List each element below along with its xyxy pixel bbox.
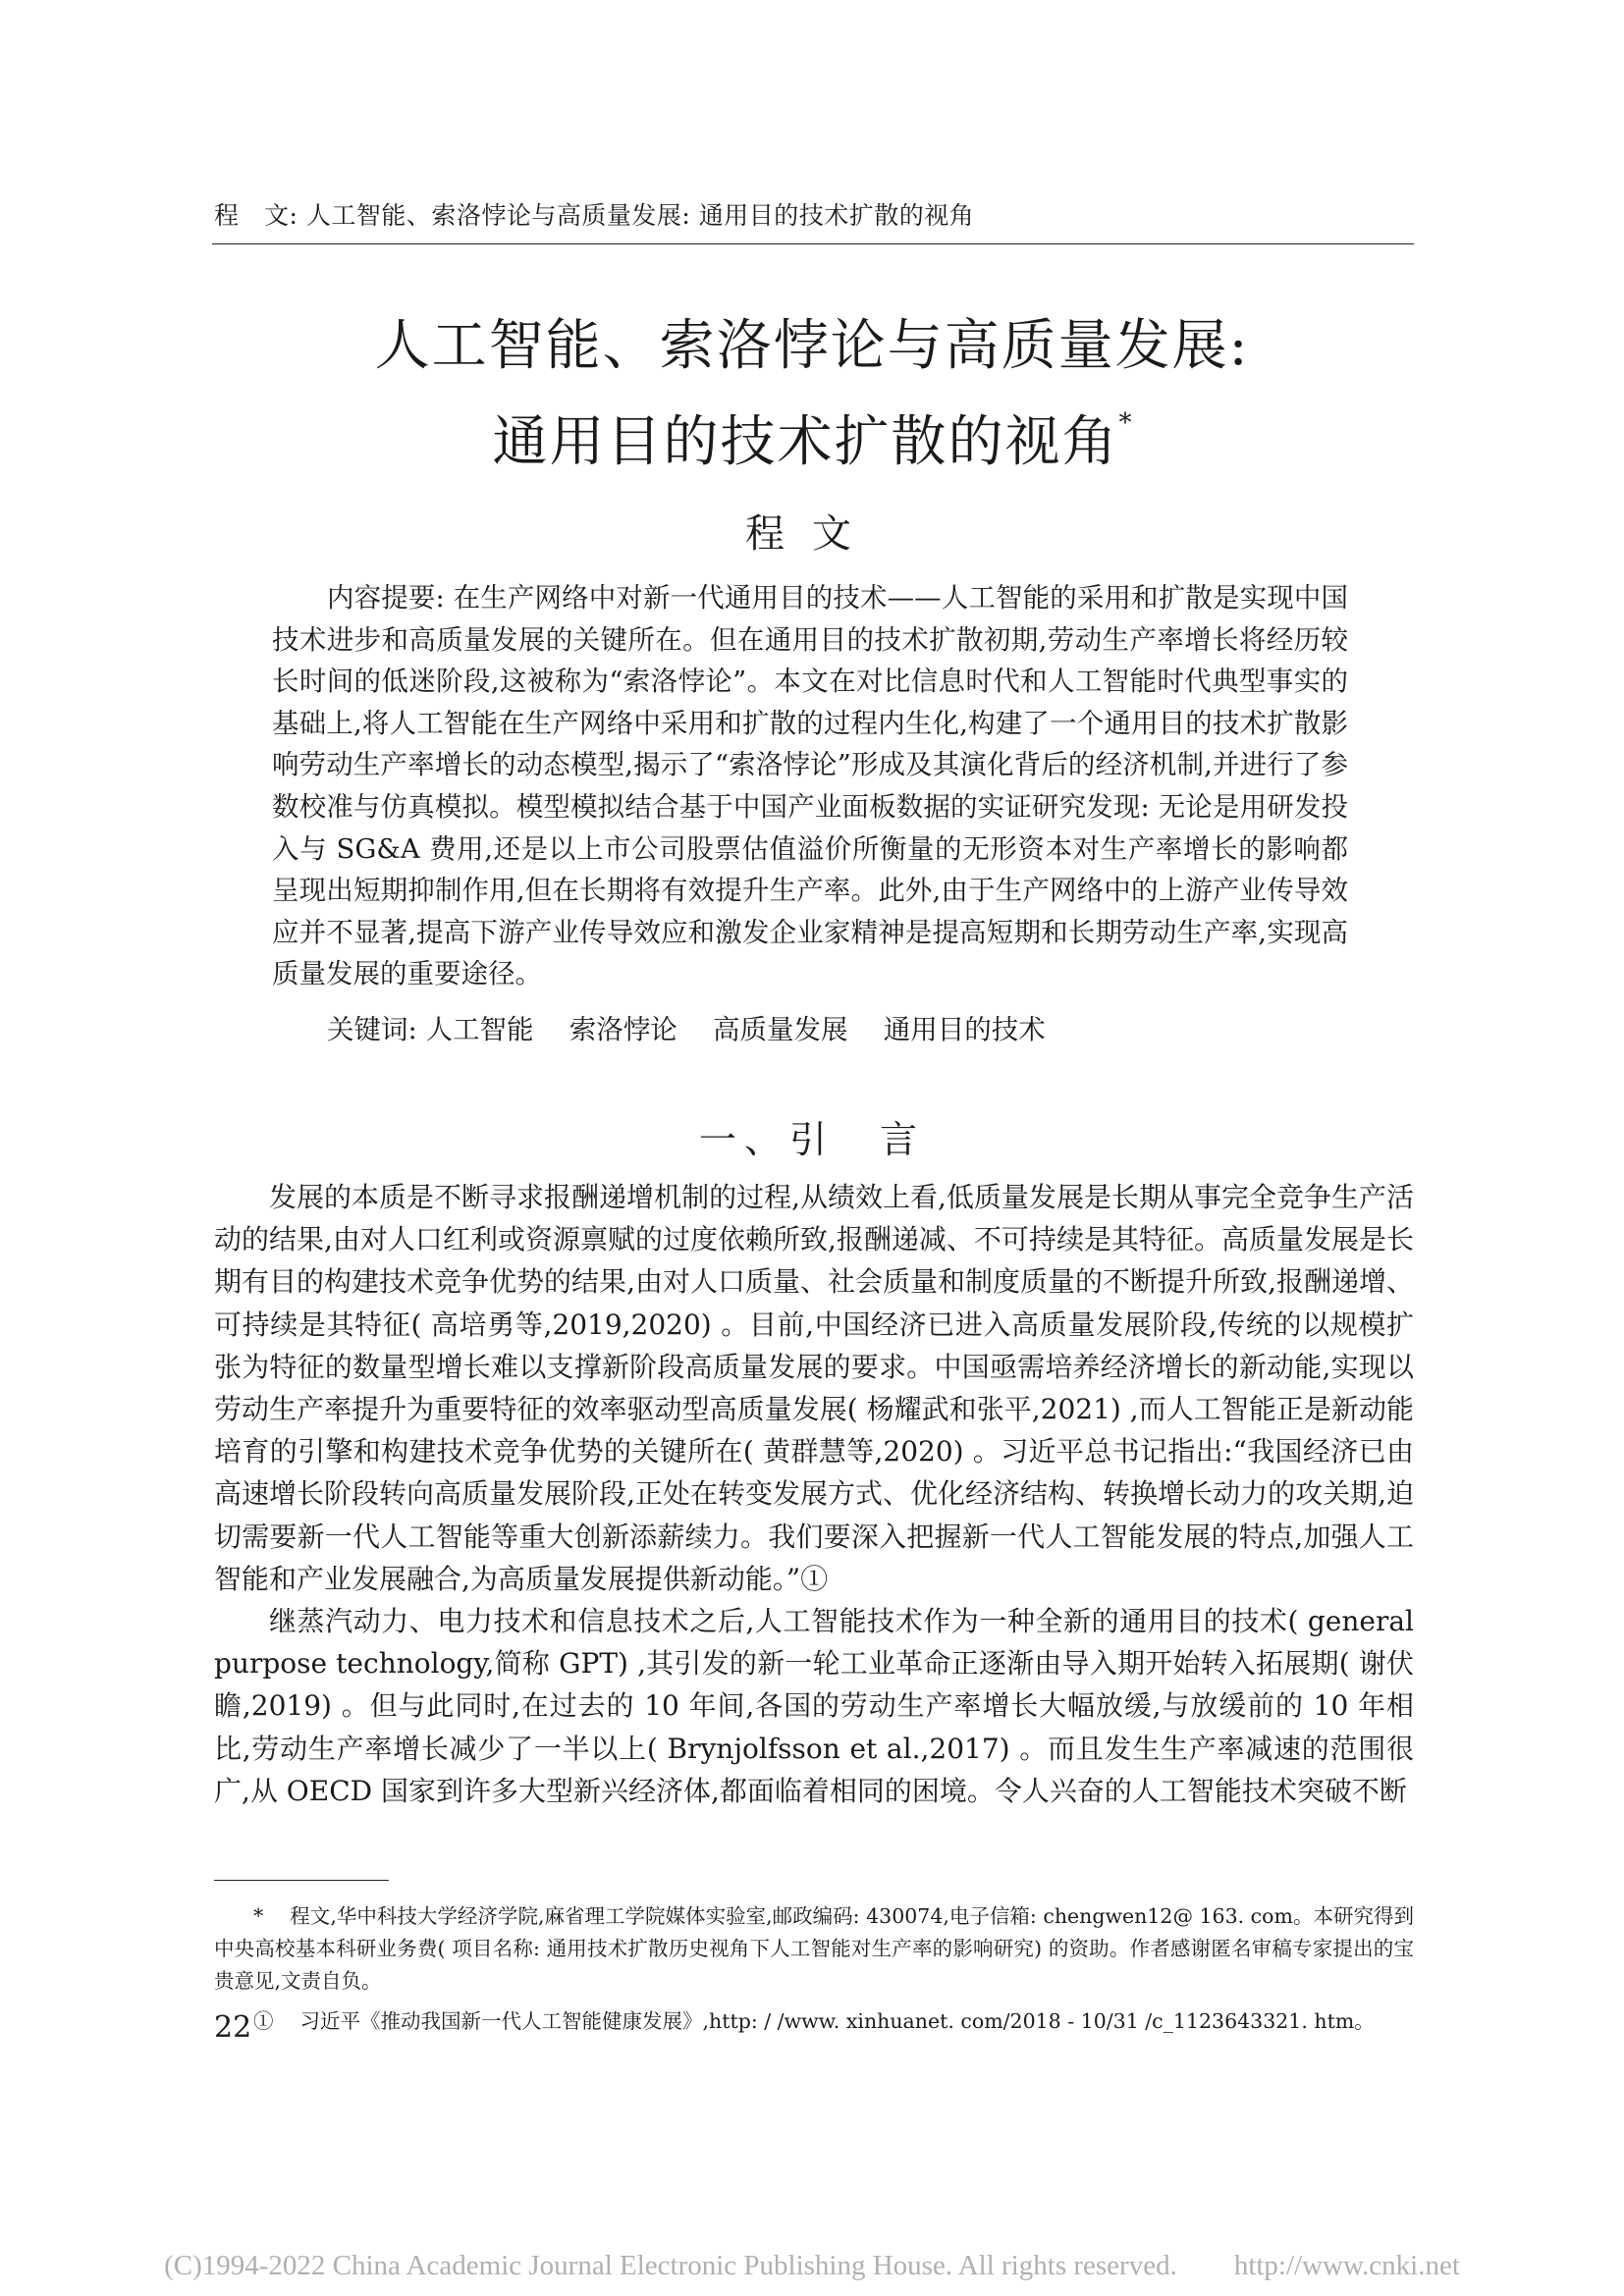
page-number: 22 (214, 2010, 252, 2045)
article-title-line2 (196, 389, 1428, 477)
footnote-rule (214, 1880, 389, 1881)
keywords: 关键词: 人工智能 索洛悖论 高质量发展 通用目的技术 (327, 1014, 1046, 1045)
running-header: 程 文: 人工智能、索洛悖论与高质量发展: 通用目的技术扩散的视角 (214, 201, 975, 230)
body-paragraph-1: 发展的本质是不断寻求报酬递增机制的过程,从绩效上看,低质量发展是长期从事完全竞争生产活动的结果,由对人口红利或资源禀赋的过度依赖所致,报酬递减、不可持续是其特征。高质量发展是长期有目的构建技术竞争优势的结果,由对人口质量、社会质量和制度质量的不断提升所致,报酬递增、可持续是其特征( 高培勇等,2019,2020) 。目前,中国经济已进入高质量发展阶段,传统的以规模扩张为特征的数量型增长难以支撑新阶段高质量发展的要求。中国亟需培养经济增长的新动能,实现以劳动生产率提升为重要特征的效率驱动型高质量发展( 杨耀武和张平,2021) ,而人工智能正是新动能培育的引擎和构建技术竞争优势的关键所在( 黄群慧等,2020) 。习近平总书记指出:“我国经济已由高速增长阶段转向高质量发展阶段,正处在转变发展方式、优化经济结构、转换增长动力的攻关期,迫切需要新一代人工智能等重大创新添薪续力。我们要深入把握新一代人工智能发展的特点,加强人工智能和产业发展融合,为高质量发展提供新动能。”① (214, 1181, 1414, 1595)
article-title-line1: 人工智能、索洛悖论与高质量发展: (374, 314, 1250, 378)
author-name: 程文 (745, 511, 879, 557)
body-paragraph-2: 继蒸汽动力、电力技术和信息技术之后,人工智能技术作为一种全新的通用目的技术( general purpose technology,简称 GPT) ,其引发的新一轮工业革命正逐渐由导入期开始转入拓展期( 谢伏瞻,2019) 。但与此同时,在过去的 10 年间,各国的劳动生产率增长大幅放缓,与放缓前的 10 年相比,劳动生产率增长减少了一半以上( Brynjolfsson et al.,2017) 。而且发生生产率减速的范围很广,从 OECD 国家到许多大型新兴经济体,都面临着相同的困境。令人兴奋的人工智能技术突破不断 (214, 1605, 1414, 1807)
footnote-star: * 程文,华中科技大学经济学院,麻省理工学院媒体实验室,邮政编码: 430074,电子信箱: chengwen12@ 163. com。本研究得到中央高校基本科研业务费( 项目名称: 通用技术扩散历史视角下人工智能对生产率的影响研究) 的资助。作者感谢匿名审稿专家提出的宝贵意见,文责自负。 (214, 1904, 1414, 1993)
article-title-line2-text: 通用目的技术扩散的视角 (492, 410, 1119, 474)
header-rule (212, 243, 1414, 244)
title-footnote-mark: * (1118, 408, 1132, 438)
footnotes (214, 1900, 1414, 2046)
abstract-text: 内容提要: 在生产网络中对新一代通用目的技术——人工智能的采用和扩散是实现中国技术进步和高质量发展的关键所在。但在通用目的技术扩散初期,劳动生产率增长将经历较长时间的低迷阶段,这被称为“索洛悖论”。本文在对比信息时代和人工智能时代典型事实的基础上,将人工智能在生产网络中采用和扩散的过程内生化,构建了一个通用目的技术扩散影响劳动生产率增长的动态模型,揭示了“索洛悖论”形成及其演化背后的经济机制,并进行了参数校准与仿真模拟。模型模拟结合基于中国产业面板数据的实证研究发现: 无论是用研发投入与 SG&A 费用,还是以上市公司股票估值溢价所衡量的无形资本对生产率增长的影响都呈现出短期抑制作用,但在长期将有效提升生产率。此外,由于生产网络中的上游产业传导效应并不显著,提高下游产业传导效应和激发企业家精神是提高短期和长期劳动生产率,实现高质量发展的重要途径。 (272, 582, 1348, 990)
copyright-notice: (C)1994-2022 China Academic Journal Electronic Publishing House. All rights reserved. http://www.cnki.net (164, 2250, 1460, 2281)
body-text (214, 1176, 1414, 1812)
section-heading: 一、引 言 (698, 1118, 925, 1161)
abstract (272, 577, 1348, 995)
footnote-1: ① 习近平《推动我国新一代人工智能健康发展》,http: / /www. xinhuanet. com/2018 - 10/31 /c_1123643321. htm。 (253, 2009, 1375, 2033)
